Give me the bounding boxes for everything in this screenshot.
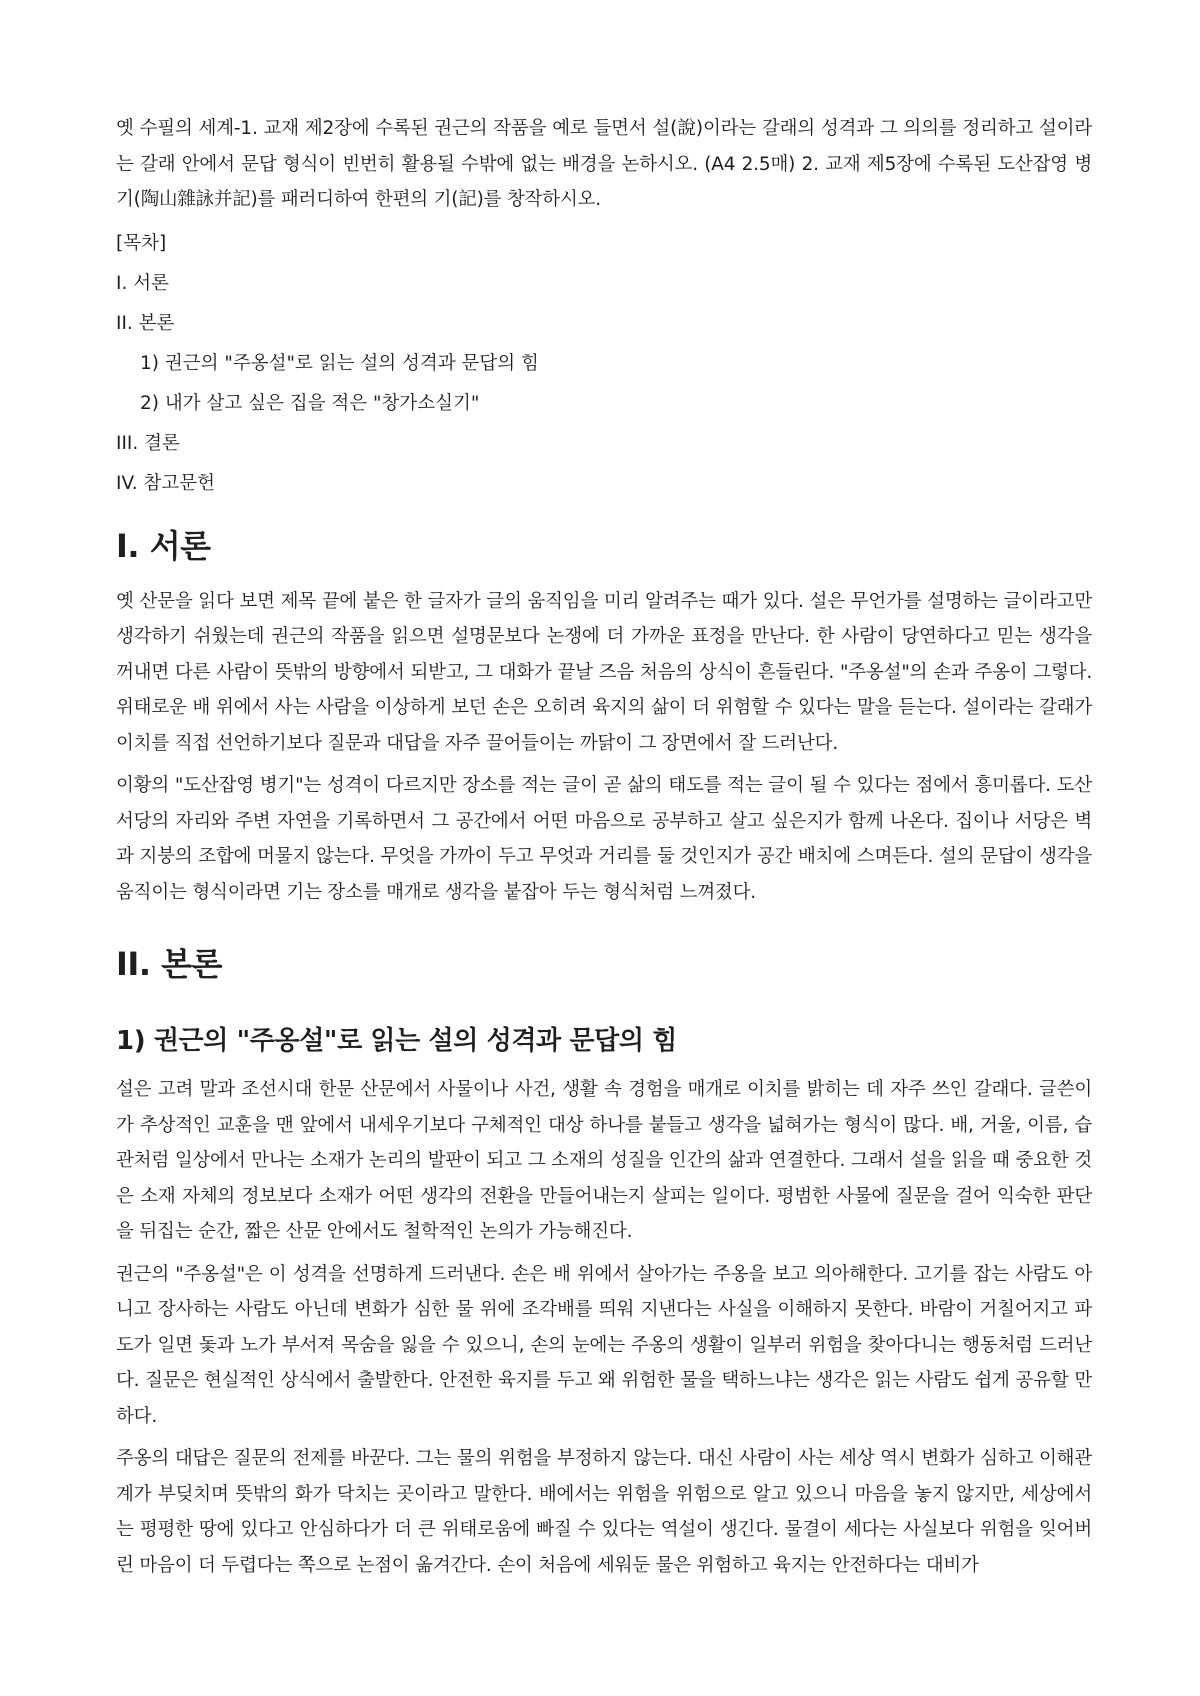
toc-item-references: IV. 참고문헌	[116, 472, 215, 494]
toc-item-body-part-1: 1) 권근의 "주옹설"로 읽는 설의 성격과 문답의 힘	[140, 352, 539, 374]
paragraph: 권근의 "주옹설"은 이 성격을 선명하게 드러낸다. 손은 배 위에서 살아가는 주옹을 보고 의아해한다. 고기를 잡는 사람도 아니고 장사하는 사람도 아닌데 변화가 심한 물 위에 조각배를 띄워 지낸다는 사실을 이해하지 못한다. 바람이 거칠어지고 파도가 일면 돛과 노가 부서져 목숨을 잃을 수 있으니, 손의 눈에는 주옹의 생활이 일부러 위험을 찾아다니는 행동처럼 드러난다. 질문은 현실적인 상식에서 출발한다. 안전한 육지를 두고 왜 위험한 물을 택하느냐는 생각은 읽는 사람도 쉽게 공유할 만하다.	[116, 1263, 1092, 1427]
subsection-heading: 1) 권근의 "주옹설"로 읽는 설의 성격과 문답의 힘	[116, 1026, 677, 1056]
assignment-prompt: 옛 수필의 세계-1. 교재 제2장에 수록된 권근의 작품을 예로 들면서 설(說)이라는 갈래의 성격과 그 의의를 정리하고 설이라는 갈래 안에서 문답 형식이 빈번히 활용될 수밖에 없는 배경을 논하시오. (A4 2.5매) 2. 교재 제5장에 수록된 도산잡영 병기(陶山雜詠并記)를 패러디하여 한편의 기(記)를 창작하시오.	[116, 118, 1092, 210]
paragraph: 이황의 "도산잡영 병기"는 성격이 다르지만 장소를 적는 글이 곧 삶의 태도를 적는 글이 될 수 있다는 점에서 흥미롭다. 도산서당의 자리와 주변 자연을 기록하면서 그 공간에서 어떤 마음으로 공부하고 살고 싶은지가 함께 나온다. 집이나 서당은 벽과 지붕의 조합에 머물지 않는다. 무엇을 가까이 두고 무엇과 거리를 둘 것인지가 공간 배치에 스며든다. 설의 문답이 생각을 움직이는 형식이라면 기는 장소를 매개로 생각을 붙잡아 두는 형식처럼 느껴졌다.	[116, 775, 1092, 903]
toc-item-body: II. 본론	[116, 312, 175, 334]
section-heading-introduction: I. 서론	[116, 526, 211, 565]
toc-item-conclusion: III. 결론	[116, 432, 180, 454]
toc-item-introduction: I. 서론	[116, 272, 169, 294]
paragraph: 옛 산문을 읽다 보면 제목 끝에 붙은 한 글자가 글의 움직임을 미리 알려주는 때가 있다. 설은 무언가를 설명하는 글이라고만 생각하기 쉬웠는데 권근의 작품을 읽으면 설명문보다 논쟁에 더 가까운 표정을 만난다. 한 사람이 당연하다고 믿는 생각을 꺼내면 다른 사람이 뜻밖의 방향에서 되받고, 그 대화가 끝날 즈음 처음의 상식이 흔들린다. "주옹설"의 손과 주옹이 그렇다. 위태로운 배 위에서 사는 사람을 이상하게 보던 손은 오히려 육지의 삶이 더 위험할 수 있다는 말을 듣는다. 설이라는 갈래가 이치를 직접 선언하기보다 질문과 대답을 자주 끌어들이는 까닭이 그 장면에서 잘 드러난다.	[116, 590, 1092, 754]
paragraph: 주옹의 대답은 질문의 전제를 바꾼다. 그는 물의 위험을 부정하지 않는다. 대신 사람이 사는 세상 역시 변화가 심하고 이해관계가 부딪치며 뜻밖의 화가 닥치는 곳이라고 말한다. 배에서는 위험을 위험으로 알고 있으니 마음을 놓지 않지만, 세상에서는 평평한 땅에 있다고 안심하다가 더 큰 위태로움에 빠질 수 있다는 역설이 생긴다. 물결이 세다는 사실보다 위험을 잊어버린 마음이 더 두렵다는 쪽으로 논점이 옮겨간다. 손이 처음에 세워둔 물은 위험하고 육지는 안전하다는 대비가	[116, 1448, 1092, 1576]
toc-item-body-part-2: 2) 내가 살고 싶은 집을 적은 "창가소실기"	[140, 392, 480, 414]
toc-heading: [목차]	[116, 232, 167, 254]
toc-list	[116, 270, 1092, 498]
paragraph: 설은 고려 말과 조선시대 한문 산문에서 사물이나 사건, 생활 속 경험을 매개로 이치를 밝히는 데 자주 쓰인 갈래다. 글쓴이가 추상적인 교훈을 맨 앞에서 내세우기보다 구체적인 대상 하나를 붙들고 생각을 넓혀가는 형식이 많다. 배, 거울, 이름, 습관처럼 일상에서 만나는 소재가 논리의 발판이 되고 그 소재의 성질을 인간의 삶과 연결한다. 그래서 설을 읽을 때 중요한 것은 소재 자체의 정보보다 소재가 어떤 생각의 전환을 만들어내는지 살피는 일이다. 평범한 사물에 질문을 걸어 익숙한 판단을 뒤집는 순간, 짧은 산문 안에서도 철학적인 논의가 가능해진다.	[116, 1079, 1092, 1242]
section-heading-body: II. 본론	[116, 945, 222, 983]
table-of-contents	[116, 230, 1092, 498]
